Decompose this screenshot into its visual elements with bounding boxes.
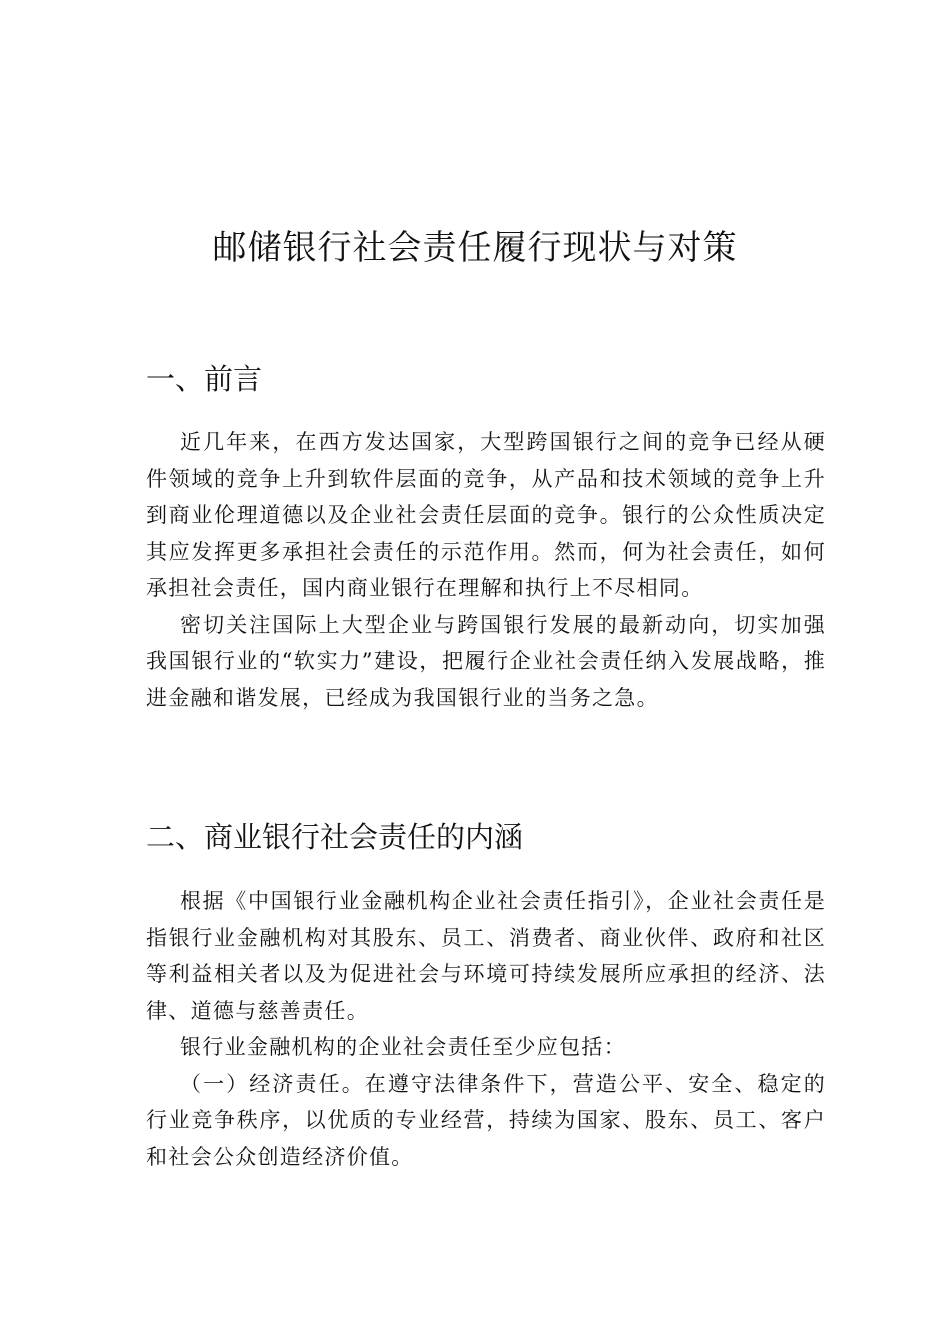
document-title: 邮储银行社会责任履行现状与对策 <box>212 227 738 268</box>
paragraph: 银行业金融机构的企业社会责任至少应包括： <box>180 1035 626 1059</box>
section-body-preface <box>146 424 826 716</box>
paragraph: （一）经济责任。在遵守法律条件下，营造公平、安全、稳定的行业竞争秩序，以优质的专业经营，持续为国家、股东、员工、客户和社会公众创造经济价值。 <box>146 1071 826 1169</box>
paragraph: 密切关注国际上大型企业与跨国银行发展的最新动向，切实加强我国银行业的“软实力”建设，把履行企业社会责任纳入发展战略，推进金融和谐发展，已经成为我国银行业的当务之急。 <box>146 612 826 710</box>
paragraph: 根据《中国银行业金融机构企业社会责任指引》，企业社会责任是指银行业金融机构对其股东、员工、消费者、商业伙伴、政府和社区等利益相关者以及为促进社会与环境可持续发展所应承担的经济、法律、道德与慈善责任。 <box>146 889 826 1023</box>
section-heading-connotation: 二、商业银行社会责任的内涵 <box>146 820 524 855</box>
paragraph: 近几年来，在西方发达国家，大型跨国银行之间的竞争已经从硬件领域的竞争上升到软件层面的竞争，从产品和技术领域的竞争上升到商业伦理道德以及企业社会责任层面的竞争。银行的公众性质决定其应发挥更多承担社会责任的示范作用。然而，何为社会责任，如何承担社会责任，国内商业银行在理解和执行上不尽相同。 <box>146 430 826 600</box>
section-heading-preface: 一、前言 <box>146 362 263 397</box>
section-body-connotation <box>146 883 826 1175</box>
